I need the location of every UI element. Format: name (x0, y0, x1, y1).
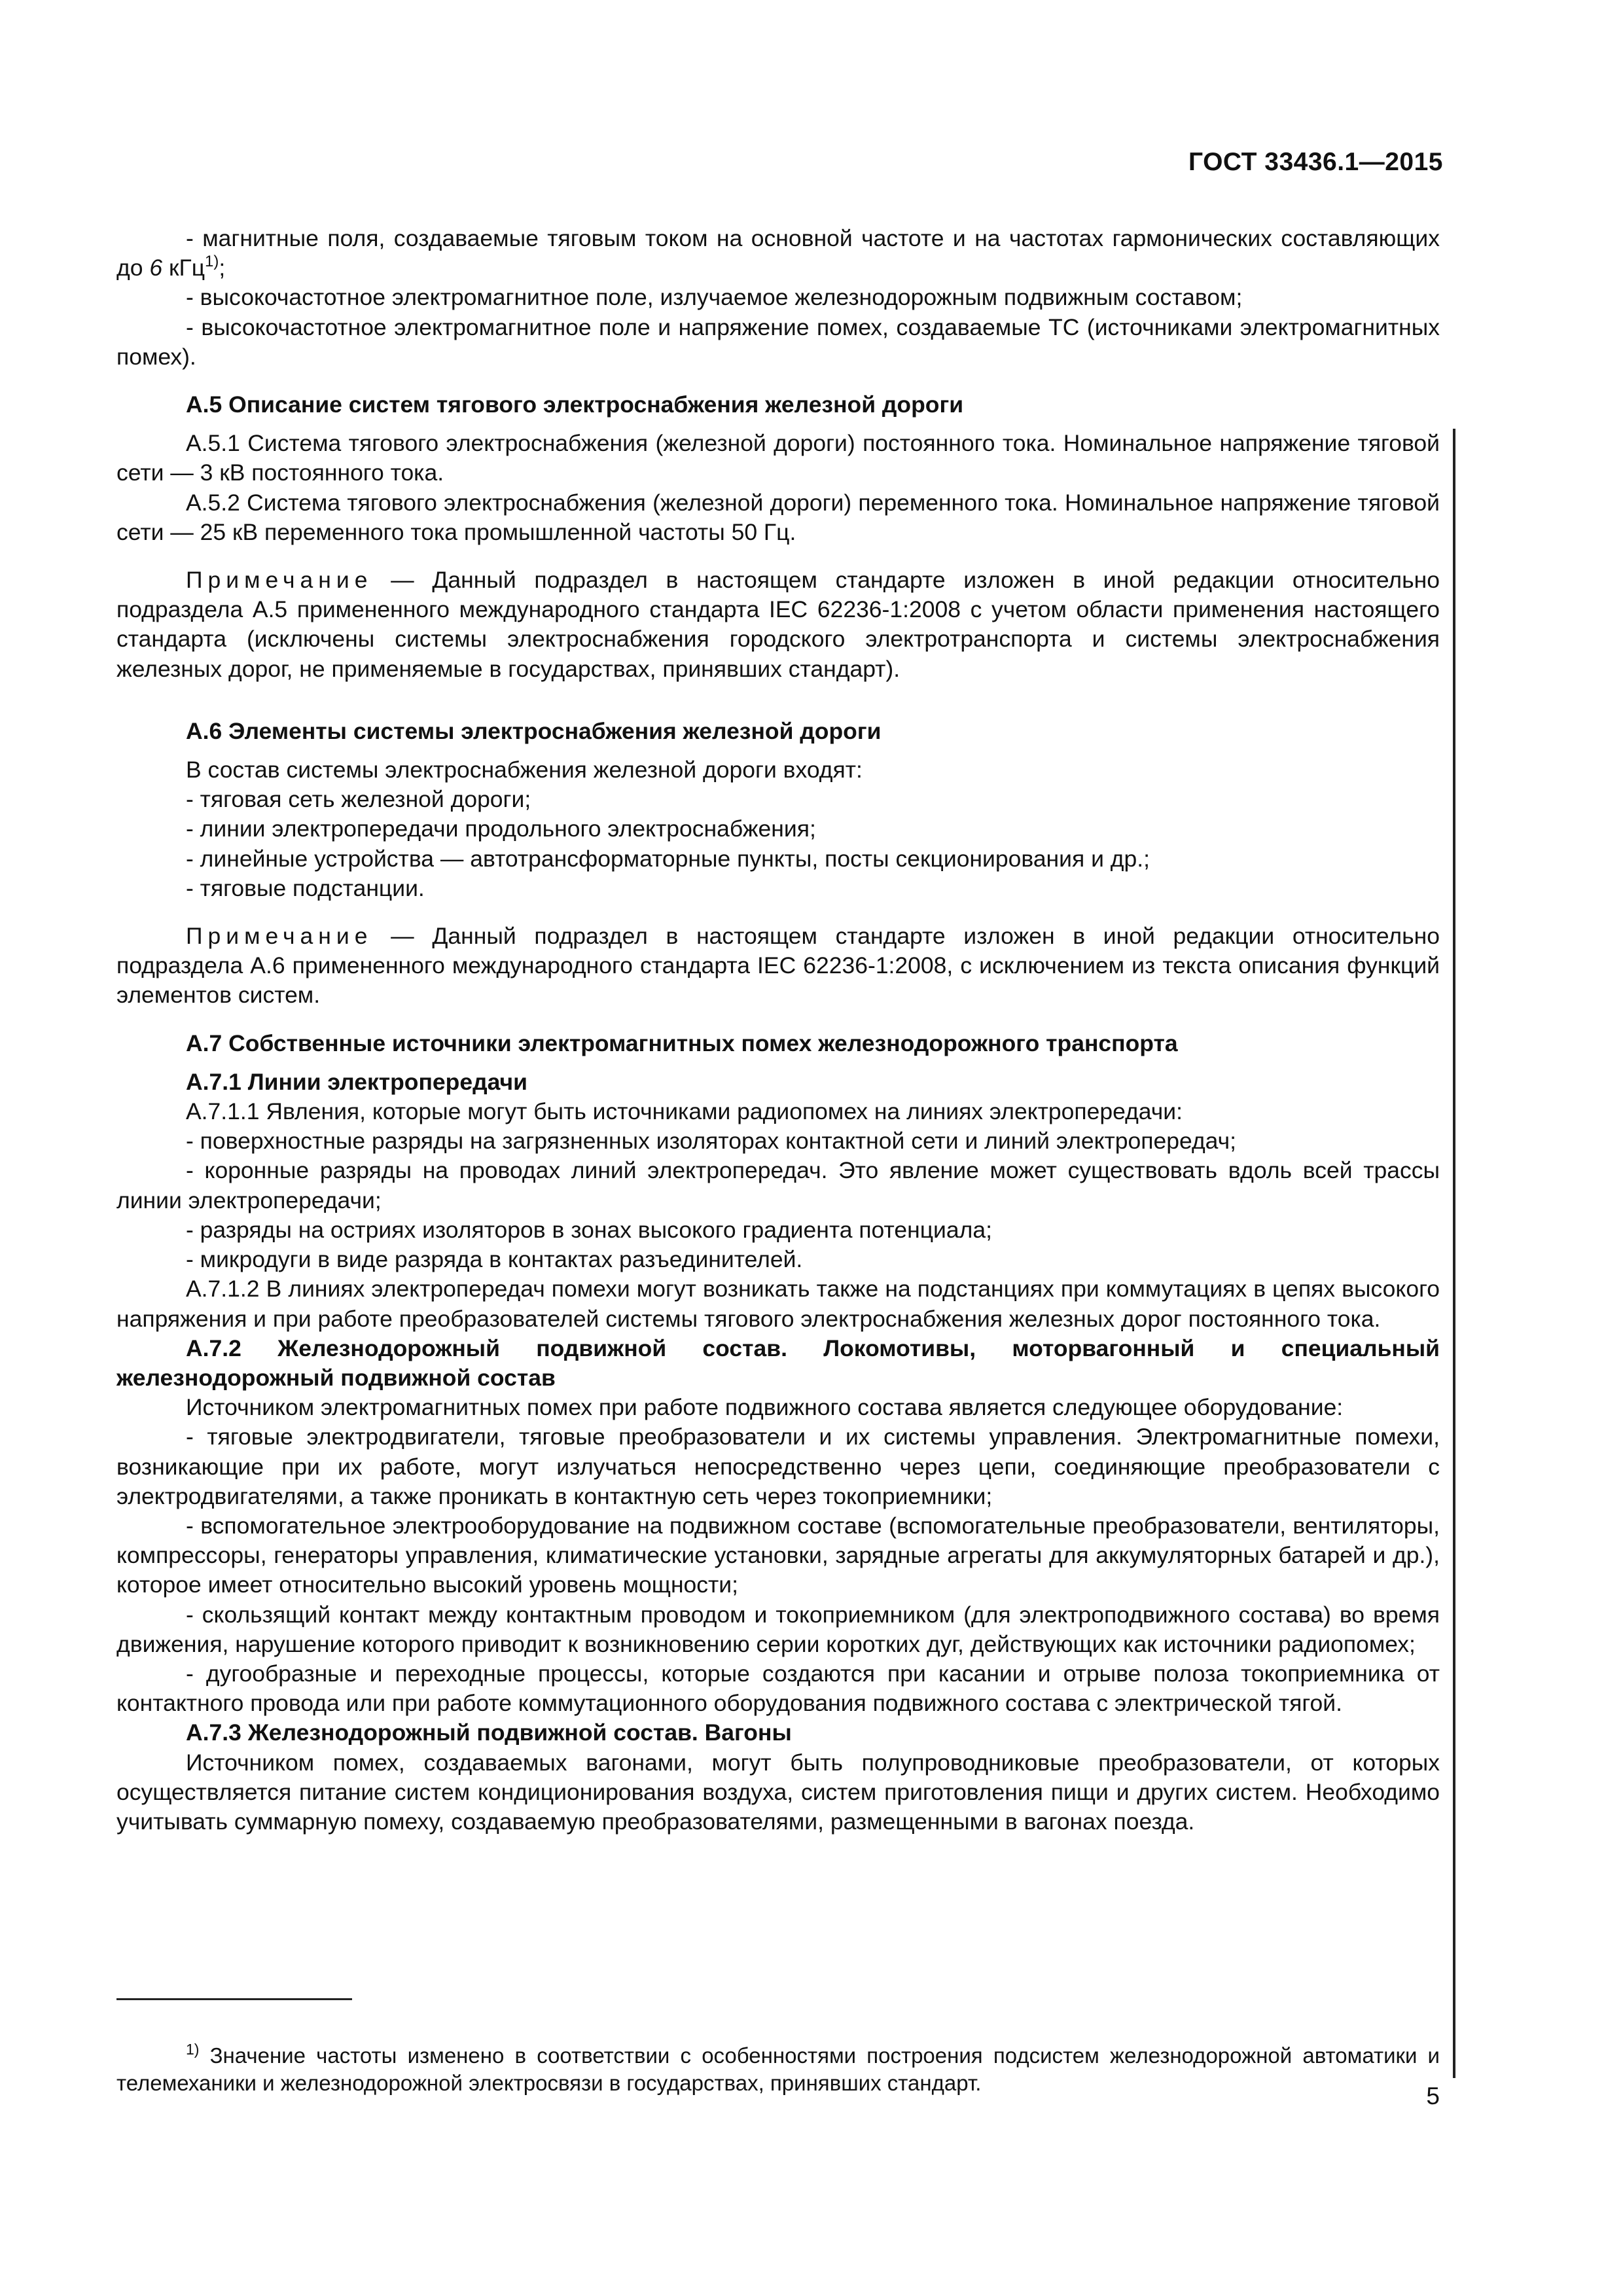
paragraph-a6-intro: В состав системы электроснабжения железной дороги входят: (186, 757, 863, 783)
section-heading-a5: А.5 Описание систем тягового электроснабжения железной дороги (186, 391, 964, 418)
list-item: - линии электропередачи продольного электроснабжения; (186, 816, 816, 842)
paragraph-a711: А.7.1.1 Явления, которые могут быть источниками радиопомех на линиях электропередачи: (186, 1098, 1183, 1125)
footnote-separator (116, 1998, 352, 2000)
note-label: Примечание (186, 567, 373, 594)
paragraph-a73: Источником помех, создаваемых вагонами, могут быть полупроводниковые преобразователи, от которых осуществляется питание систем кондиционирования воздуха, систем приготовления пищи и других систем. Необходимо учитывать суммарную помеху, создаваемую преобразователями, размещенными в вагонах поезда. (116, 1749, 1440, 1835)
paragraph-a52: А.5.2 Система тягового электроснабжения (железной дороги) переменного тока. Номинальное напряжение тяговой сети — 25 кВ переменного тока промышленной частоты 50 Гц. (116, 489, 1440, 545)
intro-item-hf-field-voltage: - высокочастотное электромагнитное поле и напряжение помех, создаваемые ТС (источниками электромагнитных помех). (116, 314, 1440, 370)
list-item: - микродуги в виде разряда в контактах разъединителей. (186, 1246, 803, 1273)
list-item: - линейные устройства — автотрансформаторные пункты, посты секционирования и др.; (186, 845, 1150, 872)
subsection-heading-a73: А.7.3 Железнодорожный подвижной состав. Вагоны (186, 1719, 792, 1746)
list-item: - поверхностные разряды на загрязненных изоляторах контактной сети и линий электропередач; (186, 1128, 1237, 1155)
main-content (116, 224, 1440, 1837)
intro-item-hf-field: - высокочастотное электромагнитное поле, излучаемое железнодорожным подвижным составом; (186, 284, 1243, 311)
list-item: - коронные разряды на проводах линий электропередач. Это явление может существовать вдоль всей трассы линии электропередачи; (116, 1157, 1440, 1213)
list-item: - тяговая сеть железной дороги; (186, 786, 531, 813)
page-number: 5 (1426, 2083, 1440, 2109)
paragraph-a51: А.5.1 Система тягового электроснабжения (железной дороги) постоянного тока. Номинальное напряжение тяговой сети — 3 кВ постоянного тока. (116, 430, 1440, 486)
list-item: - скользящий контакт между контактным проводом и токоприемником (для электроподвижного состава) во время движения, нарушение которого приводит к возникновению серии коротких дуг, действующих как источники радиопомех; (116, 1601, 1440, 1657)
note-label: Примечание (186, 923, 373, 950)
list-item: - тяговые электродвигатели, тяговые преобразователи и их системы управления. Электромагнитные помехи, возникающие при их работе, могут излучаться непосредственно через цепи, соединяющие преобразователи с электродвигателями, а также проникать в контактную сеть через токоприемники; (116, 1424, 1440, 1509)
revision-bar (1453, 429, 1455, 2078)
subsection-heading-a71: А.7.1 Линии электропередачи (186, 1068, 527, 1095)
subsection-heading-a72: А.7.2 Железнодорожный подвижной состав. Локомотивы, моторвагонный и специальный железнодорожный подвижной состав (116, 1335, 1440, 1391)
section-heading-a6: А.6 Элементы системы электроснабжения железной дороги (186, 717, 882, 744)
intro-item-magnetic-fields: - магнитные поля, создаваемые тяговым током на основной частоте и на частотах гармонических составляющих до 6 кГц$^{1)}$; (116, 225, 1440, 281)
note-a6: Примечание — Данный подраздел в настоящем стандарте изложен в иной редакции относительно подраздела А.6 примененного международного стандарта IEC 62236-1:2008, с исключением из текста описания функций элементов систем. (116, 923, 1440, 1009)
list-item: - разряды на остриях изоляторов в зонах высокого градиента потенциала; (186, 1216, 992, 1243)
list-item: - дугообразные и переходные процессы, которые создаются при касании и отрыве полоза токоприемника от контактного провода или при работе коммутационного оборудования подвижного состава с электрической тягой. (116, 1660, 1440, 1717)
footnote-marker: 1) (186, 2041, 200, 2058)
list-item: - тяговые подстанции. (186, 874, 425, 901)
footnote-ref: 1) (205, 253, 219, 271)
list-item: - вспомогательное электрооборудование на подвижном составе (вспомогательные преобразователи, вентиляторы, компрессоры, генераторы управления, климатические установки, зарядные агрегаты для аккумуляторных батарей и др.), которое имеет относительно высокий уровень мощности; (116, 1512, 1440, 1598)
section-heading-a7: А.7 Собственные источники электромагнитных помех железнодорожного транспорта (186, 1030, 1178, 1056)
document-code: ГОСТ 33436.1—2015 (1188, 148, 1443, 176)
paragraph-a72-intro: Источником электромагнитных помех при работе подвижного состава является следующее оборудование: (186, 1394, 1344, 1421)
footnote: $^{1)}$ Значение частоты изменено в соответствии с особенностями построения подсистем железнодорожной автоматики и телемеханики и железнодорожной электросвязи в государствах, принявших стандарт. (116, 2041, 1440, 2095)
paragraph-a712: А.7.1.2 В линиях электропередач помехи могут возникать также на подстанциях при коммутациях в цепях высокого напряжения и при работе преобразователей системы тягового электроснабжения железных дорог постоянного тока. (116, 1276, 1440, 1332)
note-a5: Примечание — Данный подраздел в настоящем стандарте изложен в иной редакции относительно подраздела А.5 примененного международного стандарта IEC 62236-1:2008 с учетом области применения настоящего стандарта (исключены системы электроснабжения городского электротранспорта и системы электроснабжения железных дорог, не применяемые в государствах, принявших стандарт). (116, 567, 1440, 682)
